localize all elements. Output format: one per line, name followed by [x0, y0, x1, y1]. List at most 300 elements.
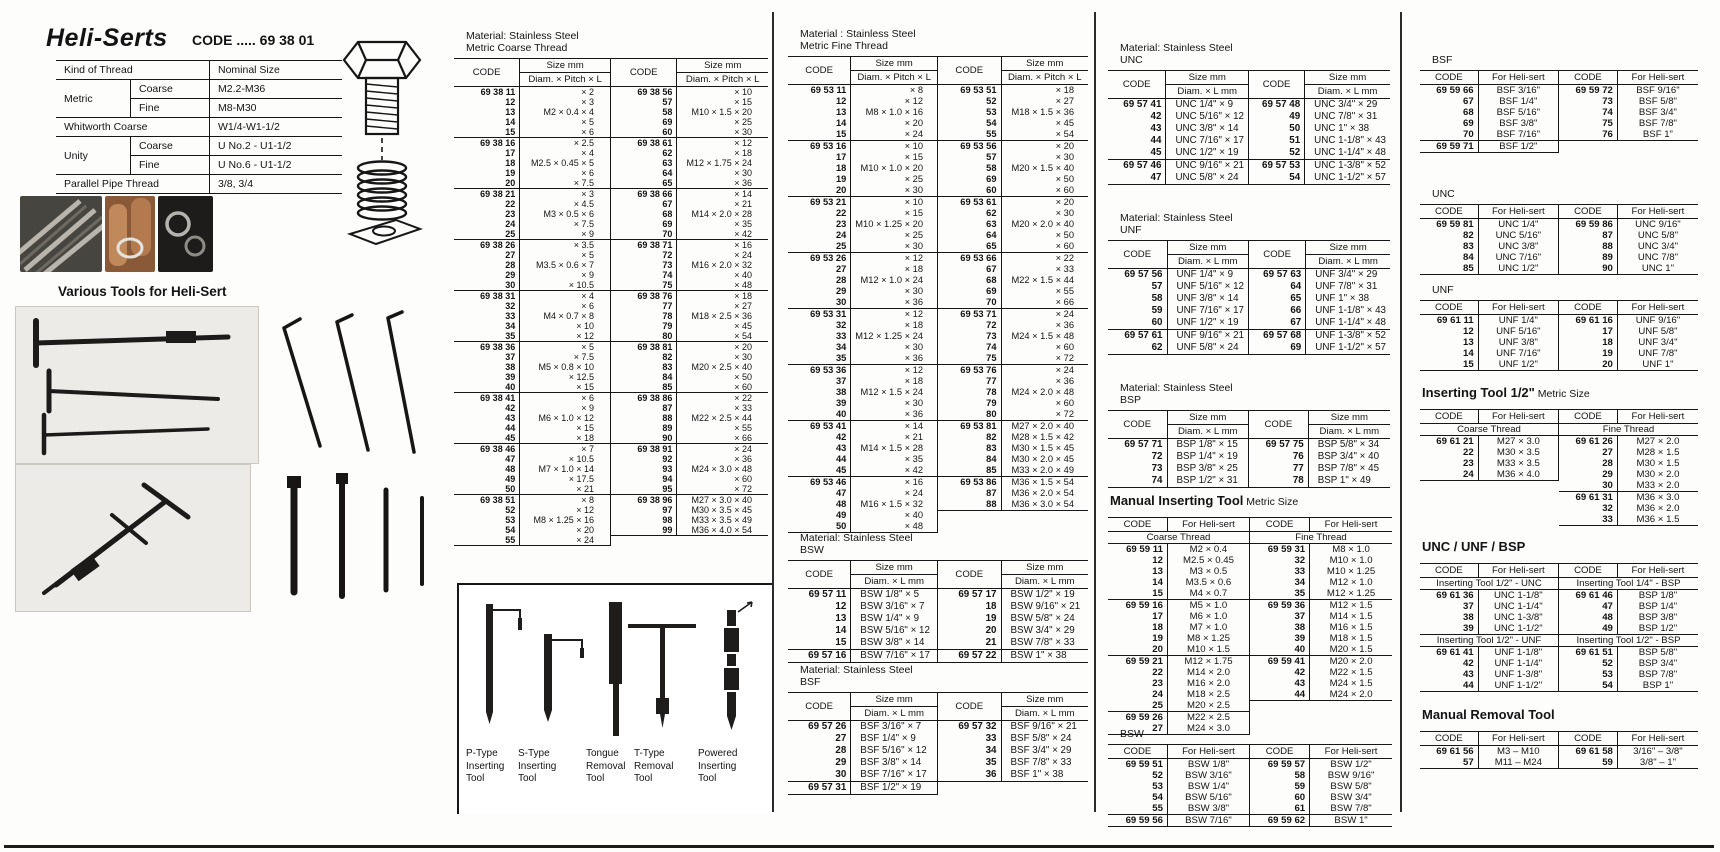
half-table	[788, 56, 938, 533]
table-row	[1108, 123, 1249, 135]
size-cell: × 22	[1001, 253, 1088, 265]
code-cell: 69 53 31	[788, 309, 851, 321]
size-cell: × 7.5	[573, 178, 594, 188]
table-row	[1108, 99, 1249, 112]
table-row	[788, 197, 938, 209]
code-cell: 38	[454, 362, 520, 372]
size-cell: UNC 1-1/2" × 57	[1305, 172, 1390, 185]
table-row	[1250, 803, 1392, 815]
size-cell: UNF 1/4" × 9	[1176, 269, 1234, 280]
size-cell: × 36	[734, 454, 752, 464]
table-row	[611, 291, 768, 302]
code-cell: 59	[1108, 305, 1167, 317]
column-header-size: For Heli-sert	[1478, 732, 1558, 746]
code-cell: 60	[611, 127, 677, 138]
table-row	[1559, 315, 1698, 327]
table-row	[1249, 463, 1390, 475]
code-cell: 29	[454, 270, 520, 280]
table-row	[1108, 317, 1249, 330]
column-header-code: CODE	[1249, 411, 1308, 439]
table-row	[1108, 463, 1249, 475]
size-cell: M24 × 2.0 × 48	[1011, 387, 1074, 397]
size-cell: M8 × 1.25	[1186, 633, 1230, 644]
code-cell: 69 59 72	[1559, 85, 1617, 97]
code-cell: 52	[1559, 658, 1617, 669]
code-cell: 19	[1559, 348, 1617, 359]
powered-tool-icon	[724, 610, 739, 730]
column-subheader: Diam. × Pitch × L	[1001, 71, 1088, 85]
code-cell: 84	[938, 454, 1001, 465]
size-cell: M20 × 2.0	[1310, 656, 1392, 668]
table-row	[1559, 680, 1698, 692]
code-cell: 92	[611, 454, 677, 464]
table-row	[611, 413, 768, 423]
table-row	[938, 297, 1088, 309]
table-row	[788, 208, 938, 219]
table-row	[1420, 669, 1559, 680]
table-row	[938, 589, 1088, 602]
code-cell: 23	[1420, 458, 1478, 469]
size-cell: M10 × 1.25	[1326, 566, 1376, 577]
size-cell: M12 × 1.75	[1167, 656, 1249, 668]
size-cell: M3 × 0.5	[1189, 566, 1228, 577]
size-cell: × 40	[904, 510, 923, 520]
size-cell: BSF 5/16" × 12	[860, 745, 927, 756]
code-cell: 24	[1420, 469, 1478, 481]
code-cell: 69 53 71	[938, 309, 1001, 321]
code-cell: 38	[1250, 622, 1310, 633]
code-cell: 55	[938, 129, 1001, 141]
table-row	[788, 477, 938, 489]
table-row	[938, 757, 1088, 769]
size-cell: M22 × 2.5 × 44	[691, 413, 752, 423]
column-header-code: CODE	[1420, 71, 1478, 85]
column-header-size: For Heli-sert	[1167, 745, 1249, 759]
code-cell: 69 53 41	[788, 421, 851, 433]
code-cell: 79	[611, 321, 677, 331]
table-row	[1108, 644, 1250, 656]
size-cell: × 25	[904, 230, 923, 240]
size-cell: × 25	[904, 174, 923, 184]
code-cell: 69 53 11	[788, 85, 851, 97]
size-cell: BSP 3/8" × 25	[1176, 463, 1238, 474]
code-cell: 69 59 57	[1250, 759, 1310, 771]
size-cell: × 27	[1055, 96, 1074, 106]
table-row	[1420, 359, 1559, 371]
code-cell: 74	[1108, 475, 1167, 488]
code-cell: 51	[1249, 135, 1305, 147]
code-cell: 15	[788, 637, 851, 650]
size-cell: × 24	[1001, 365, 1088, 377]
column-subheader: Diam. × L mm	[1001, 707, 1088, 721]
code-cell: 43	[1250, 678, 1310, 689]
table-row	[454, 515, 611, 525]
table-row	[1559, 348, 1698, 359]
table-row	[454, 342, 611, 353]
material-label: Material: Stainless Steel	[800, 532, 913, 544]
column-header-code: CODE	[1420, 205, 1478, 219]
code-cell: 74	[1559, 107, 1617, 118]
size-cell: × 14	[677, 189, 768, 200]
table-row	[938, 721, 1088, 734]
code-cell: 85	[1420, 263, 1478, 275]
size-cell: M24 × 1.5	[1329, 678, 1373, 689]
table-row	[1108, 770, 1250, 781]
code-cell: 83	[938, 443, 1001, 454]
section-label-row	[1559, 578, 1698, 590]
header-row	[1420, 301, 1559, 315]
table-row	[788, 152, 938, 163]
size-cell: M36 × 3.0 × 54	[1001, 499, 1088, 511]
table-row	[454, 138, 611, 149]
code-cell: 69 61 36	[1420, 590, 1478, 602]
code-cell: 65	[1249, 293, 1306, 305]
table-row	[938, 637, 1088, 650]
size-cell: × 20	[677, 342, 768, 353]
table-row	[1420, 469, 1559, 481]
half-table	[1420, 204, 1559, 275]
size-cell: × 6	[581, 301, 594, 311]
size-cell: UNF 1-1/8" × 43	[1315, 305, 1386, 316]
column-header-code: CODE	[1559, 205, 1617, 219]
column-header-code: CODE	[788, 693, 851, 721]
code-cell: 69 38 11	[454, 87, 520, 98]
table-row	[1108, 305, 1249, 317]
code-cell: 35	[1250, 588, 1310, 600]
code-cell: 52	[1108, 770, 1167, 781]
table-row	[1108, 689, 1250, 700]
size-cell: × 4.5	[573, 199, 594, 209]
header-row	[938, 693, 1088, 707]
table-row	[454, 474, 611, 484]
code-cell: 69 59 21	[1108, 656, 1167, 668]
size-cell: BSW 5/16" × 12	[860, 625, 930, 636]
code-cell: 18	[1108, 622, 1167, 633]
table-row	[1420, 107, 1559, 118]
table-row	[1249, 293, 1390, 305]
code-cell: 59	[1250, 781, 1310, 792]
table-row	[611, 270, 768, 280]
code-cell: 77	[938, 376, 1001, 387]
size-cell: × 33	[1055, 264, 1074, 274]
code-cell: 30	[788, 769, 851, 782]
size-cell: UNF 1" × 38	[1315, 293, 1370, 304]
p-type-tool-label: P-Type Inserting Tool	[466, 748, 505, 784]
code-cell: 61	[1250, 803, 1310, 815]
code-cell: 60	[938, 185, 1001, 197]
code-cell: 62	[1108, 342, 1167, 355]
table-row	[454, 117, 611, 127]
table-row	[1108, 667, 1250, 678]
code-cell: 39	[454, 372, 520, 382]
kind-size-metric-coarse: M2.2-M36	[210, 80, 343, 99]
table-row	[1250, 770, 1392, 781]
table-row	[1108, 622, 1250, 633]
size-cell: × 5	[520, 342, 611, 353]
column-subheader: Diam. × L mm	[1001, 575, 1088, 589]
table-row	[1249, 123, 1390, 135]
size-cell: M33 × 2.0	[1636, 480, 1680, 491]
kind-header-thread: Kind of Thread	[56, 61, 210, 80]
table-row	[1420, 647, 1559, 659]
code-cell: 99	[611, 525, 677, 536]
section-label-row	[1420, 578, 1559, 590]
table-row	[454, 352, 611, 362]
code-cell: 22	[454, 199, 520, 209]
code-cell: 94	[611, 474, 677, 484]
table-row	[788, 376, 938, 387]
size-cell: × 24	[904, 488, 923, 498]
column-header-size: Size mm	[677, 59, 768, 73]
code-cell: 69 61 21	[1420, 436, 1478, 448]
code-cell: 32	[1250, 555, 1310, 566]
table-row	[1559, 514, 1698, 526]
various-tools-heading: Various Tools for Heli-Sert	[58, 284, 227, 299]
code-cell: 69 59 36	[1250, 600, 1310, 612]
code-cell: 69 59 66	[1420, 85, 1478, 97]
size-cell: × 54	[734, 331, 752, 341]
inserting-tool-half-inch-table	[1420, 384, 1698, 526]
code-cell: 69 53 26	[788, 253, 851, 265]
code-cell: 29	[788, 286, 851, 297]
size-cell: UNF 1/2"	[1478, 359, 1558, 371]
size-cell: × 60	[1055, 342, 1074, 352]
table-row	[454, 158, 611, 168]
size-cell: × 10	[734, 87, 752, 97]
size-cell: × 7.5	[573, 219, 594, 229]
table-row	[611, 331, 768, 342]
size-cell: M27 × 3.0	[1496, 436, 1540, 447]
table-title-text: Manual Removal Tool	[1422, 707, 1555, 722]
table-row	[1420, 85, 1559, 97]
size-cell: × 18	[904, 264, 923, 274]
code-cell: 69 38 61	[611, 138, 677, 149]
code-cell: 33	[1559, 514, 1617, 526]
table-row	[1108, 600, 1250, 612]
code-cell: 97	[611, 505, 677, 515]
table-row	[611, 301, 768, 311]
code-cell: 65	[938, 241, 1001, 253]
metric-coarse-table	[454, 30, 768, 546]
code-cell: 25	[788, 241, 851, 253]
table-row	[788, 589, 938, 602]
size-cell: × 24	[677, 444, 768, 455]
column-header-code: CODE	[1559, 301, 1617, 315]
size-cell: × 12	[576, 505, 594, 515]
table-row	[788, 637, 938, 650]
size-cell: × 4	[520, 291, 611, 302]
material-subtitle: BSF	[1432, 54, 1453, 66]
code-cell: 37	[1250, 611, 1310, 622]
column-header-size: Size mm	[1306, 241, 1390, 255]
table-row	[1249, 317, 1390, 330]
size-cell: × 66	[1055, 297, 1074, 307]
code-cell: 13	[1108, 566, 1167, 577]
size-cell: UNC 1-3/8"	[1493, 612, 1543, 623]
table-row	[454, 127, 611, 138]
column-divider	[772, 12, 774, 812]
header-row	[1250, 518, 1392, 532]
table-row	[611, 107, 768, 117]
table-row	[611, 250, 768, 260]
table-row	[1108, 656, 1250, 668]
code-cell: 69 59 41	[1250, 656, 1310, 668]
table-row	[1420, 241, 1559, 252]
size-cell: UNC 5/8"	[1637, 230, 1679, 241]
code-cell: 69 59 62	[1250, 815, 1310, 827]
code-cell: 55	[1108, 803, 1167, 815]
code-cell: 66	[1249, 305, 1306, 317]
code-cell: 58	[938, 163, 1001, 174]
two-inserts-photo	[158, 196, 213, 272]
column-subheader: Diam. × L mm	[1167, 425, 1249, 439]
tongue-removal-tool-icon	[609, 602, 622, 736]
table-row	[611, 454, 768, 464]
header-row	[1108, 241, 1249, 255]
tool-drawings	[470, 600, 760, 745]
size-cell: × 12	[851, 253, 938, 265]
table-row	[788, 118, 938, 129]
table-row	[611, 505, 768, 515]
code-cell: 69 57 31	[788, 782, 851, 795]
bsw-inserts-table	[788, 532, 1088, 663]
size-cell: × 60	[1055, 398, 1074, 408]
column-subheader: Diam. × Pitch × L	[520, 73, 611, 87]
size-cell: BSP 1/8"	[1638, 590, 1678, 601]
column-header-code: CODE	[1420, 732, 1478, 746]
t-handle-tools-photo-1	[15, 306, 259, 464]
size-cell: BSP 5/8" × 34	[1317, 439, 1380, 450]
code-cell: 69	[1249, 342, 1306, 355]
table-title-text: Inserting Tool 1/2"	[1422, 385, 1535, 400]
table-row	[788, 174, 938, 185]
table-row	[1108, 577, 1250, 588]
size-cell: × 35	[734, 219, 752, 229]
header-row	[938, 561, 1088, 575]
table-row	[454, 240, 611, 251]
column-header-size: Size mm	[1167, 241, 1249, 255]
code-cell: 69 61 46	[1559, 590, 1617, 602]
size-cell: × 30	[734, 168, 752, 178]
table-row	[938, 185, 1088, 197]
code-cell: 34	[454, 321, 520, 331]
code-cell: 67	[938, 264, 1001, 275]
half-table	[1108, 517, 1250, 735]
table-row	[788, 320, 938, 331]
code-cell: 24	[1108, 689, 1167, 700]
half-table	[1420, 731, 1559, 769]
code-cell: 84	[1420, 252, 1478, 263]
p-type-tool-icon	[486, 604, 522, 724]
size-cell: × 50	[1055, 174, 1074, 184]
size-cell: M33 × 2.0 × 49	[1011, 465, 1074, 475]
code-cell: 42	[454, 403, 520, 413]
size-cell: × 36	[734, 178, 752, 188]
table-row	[1559, 129, 1698, 141]
table-row	[1108, 803, 1250, 815]
size-cell: BSF 1/4"	[1499, 96, 1538, 107]
size-cell: × 40	[734, 270, 752, 280]
code-cell: 63	[938, 219, 1001, 230]
size-cell: BSW 1/2"	[1330, 759, 1372, 770]
table-row	[1249, 281, 1390, 293]
column-header-code: CODE	[1108, 71, 1166, 99]
table-halves	[788, 556, 1088, 663]
size-cell: UNF 7/16" × 17	[1176, 305, 1244, 316]
code-cell: 69 57 48	[1249, 99, 1305, 112]
size-cell: BSW 1" × 38	[1001, 650, 1088, 663]
code-cell: 89	[1559, 252, 1617, 263]
code-cell: 69 59 86	[1559, 219, 1617, 231]
code-cell: 80	[611, 331, 677, 342]
size-cell: BSP 7/8"	[1638, 669, 1678, 680]
table-row	[1559, 241, 1698, 252]
size-cell: M36 × 4.0 × 54	[677, 525, 768, 536]
size-cell: × 14	[851, 421, 938, 433]
section-label-row	[1420, 635, 1559, 647]
size-cell: × 21	[734, 199, 752, 209]
code-cell: 78	[611, 311, 677, 321]
table-row	[788, 219, 938, 230]
code-cell: 32	[788, 320, 851, 331]
code-cell: 32	[1559, 503, 1617, 514]
size-cell: × 12.5	[568, 372, 594, 382]
table-row	[611, 362, 768, 372]
code-cell: 33	[454, 311, 520, 321]
size-cell: M4 × 0.7	[1189, 588, 1228, 599]
code-cell: 69 38 91	[611, 444, 677, 455]
code-cell: 20	[1108, 644, 1167, 656]
column-header-size: For Heli-sert	[1617, 71, 1698, 85]
table-row	[454, 199, 611, 209]
code-cell: 69 61 51	[1559, 647, 1617, 659]
code-cell: 42	[788, 432, 851, 443]
size-cell: UNC 1/2" × 19	[1175, 147, 1239, 158]
size-cell: × 3	[581, 97, 594, 107]
manual-inserting-unf-table	[1420, 284, 1698, 371]
column-header-code: CODE	[1249, 71, 1305, 99]
code-cell: 72	[938, 320, 1001, 331]
size-cell: M2 × 0.4	[1189, 544, 1228, 555]
table-row	[611, 189, 768, 200]
column-header-size: Size mm	[1166, 71, 1249, 85]
code-cell: 76	[1249, 451, 1308, 463]
column-header-size: For Heli-sert	[1617, 564, 1698, 578]
column-header-code: CODE	[1559, 564, 1617, 578]
size-cell: M33 × 3.5 × 49	[691, 515, 752, 525]
size-cell: BSW 3/4" × 29	[1010, 625, 1075, 636]
size-cell: BSF 5/8"	[1638, 96, 1677, 107]
table-row	[938, 499, 1088, 511]
table-row	[1249, 172, 1390, 185]
code-cell: 69 38 96	[611, 495, 677, 506]
tongue-removal-tool-label: Tongue Removal Tool	[586, 748, 626, 784]
code-cell: 44	[1250, 689, 1310, 701]
table-row	[1249, 160, 1390, 173]
code-cell: 42	[1250, 667, 1310, 678]
table-title	[1422, 384, 1698, 402]
table-row	[454, 505, 611, 515]
column-subheader: Diam. × Pitch × L	[677, 73, 768, 87]
table-halves	[788, 688, 1088, 795]
table-row	[454, 393, 611, 404]
code-cell: 22	[1108, 667, 1167, 678]
size-cell: M12 × 1.0 × 24	[860, 275, 923, 285]
code-cell: 69 53 16	[788, 141, 851, 153]
table-row	[454, 423, 611, 433]
table-row	[1108, 147, 1249, 160]
code-cell: 69 57 46	[1108, 160, 1166, 173]
